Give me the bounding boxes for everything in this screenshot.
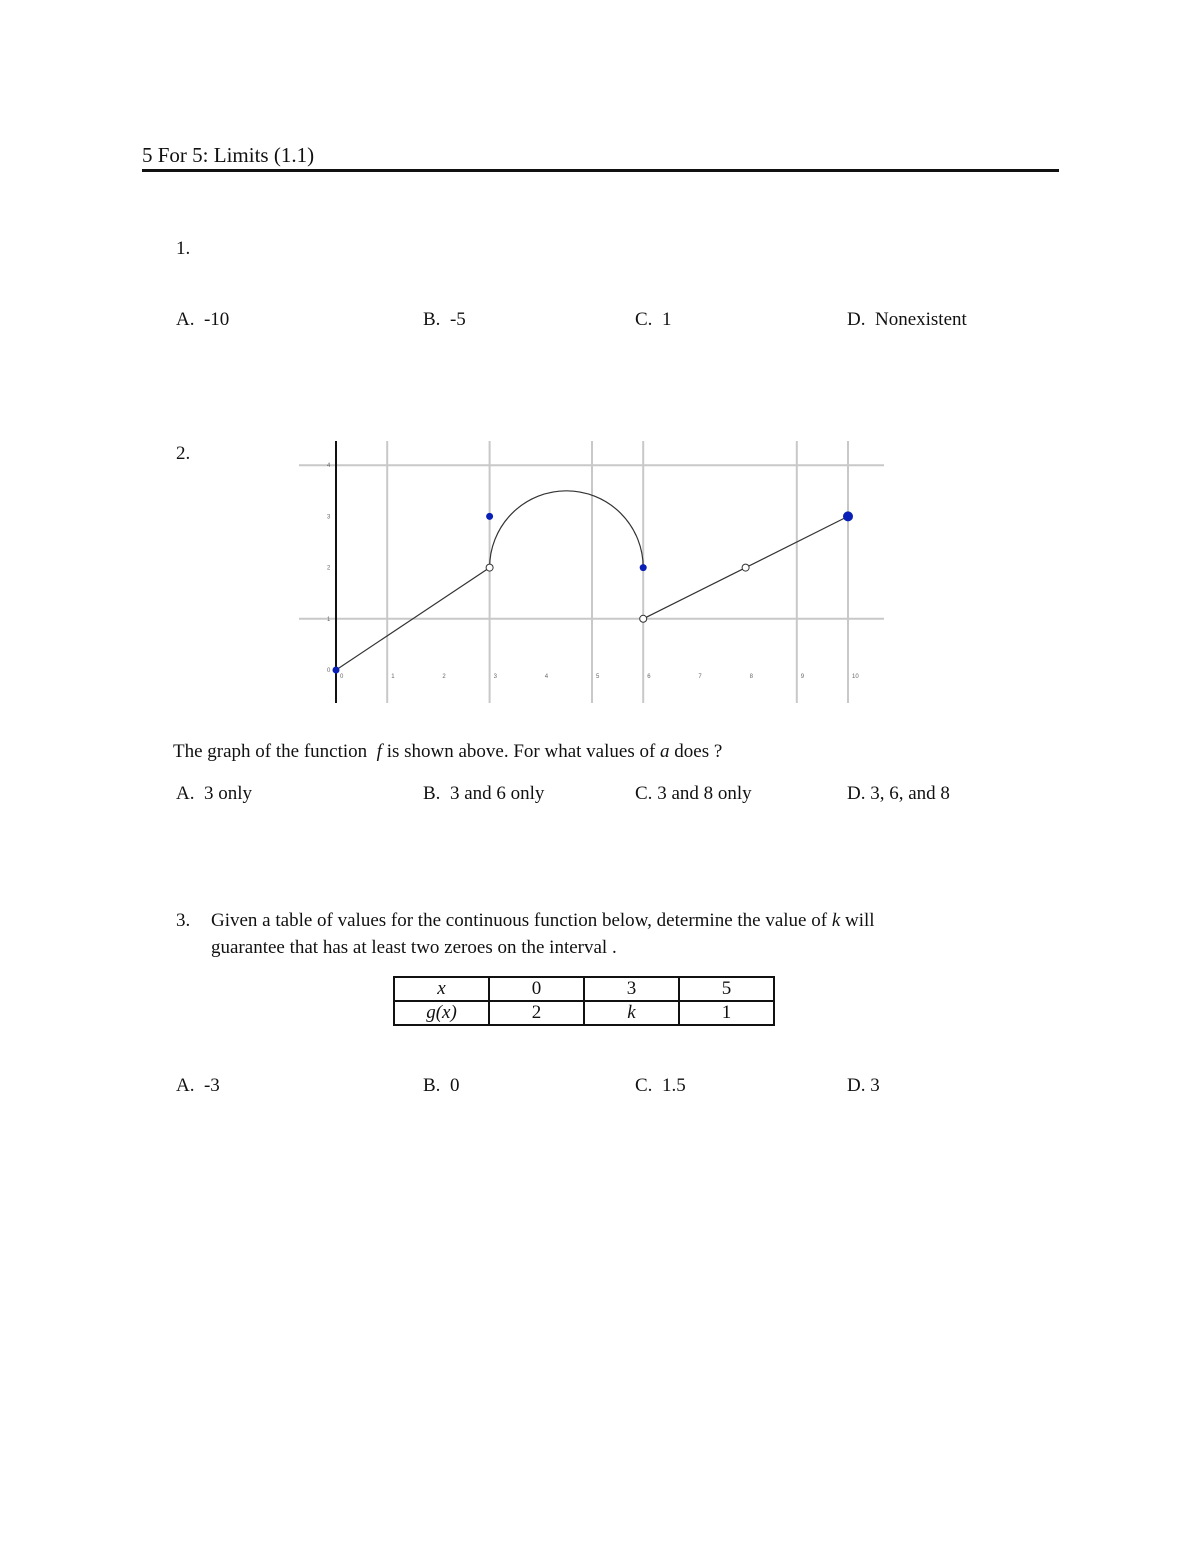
y-tick-label: 1: [327, 616, 331, 623]
choice-letter: B.: [423, 309, 441, 330]
choice-letter: C.: [635, 783, 653, 804]
table-cell: g(x): [394, 1001, 489, 1025]
choice-text: 1.5: [661, 1075, 686, 1096]
choice-text: -5: [449, 309, 466, 330]
choice-text: 1: [661, 309, 672, 330]
filled-point: [843, 511, 853, 521]
table-cell: 2: [489, 1001, 584, 1025]
choice-text: 0: [449, 1075, 460, 1096]
q3-choice-a[interactable]: [176, 1075, 220, 1097]
q2-number: 2.: [176, 443, 191, 464]
q1-number: 1.: [176, 238, 191, 259]
table-cell: x: [394, 977, 489, 1001]
choice-text: 3: [870, 1075, 880, 1096]
choice-letter: D.: [847, 1075, 866, 1096]
x-tick-label: 10: [852, 674, 859, 680]
prompt-text: is shown above. For what values of: [386, 741, 656, 762]
table-cell: k: [584, 1001, 679, 1025]
page-title: 5 For 5: Limits (1.1): [142, 143, 315, 167]
prompt-text: will: [845, 910, 875, 931]
q3-number: 3.: [176, 910, 191, 931]
prompt-variable: k: [831, 910, 841, 931]
y-tick-label: 0: [327, 668, 331, 674]
x-tick-label: 2: [442, 674, 446, 680]
choice-letter: D.: [847, 309, 866, 330]
q3-choice-b[interactable]: [423, 1075, 459, 1097]
x-tick-label: 9: [800, 674, 805, 680]
x-tick-label: 7: [698, 674, 702, 680]
choice-text: 3 only: [203, 783, 253, 804]
y-tick-label: 3: [327, 514, 331, 521]
table-row: [394, 977, 774, 1001]
table-cell: 5: [679, 977, 774, 1001]
open-point: [742, 564, 749, 571]
prompt-variable: a: [660, 741, 670, 762]
q2-choice-c[interactable]: [635, 783, 752, 805]
choice-letter: A.: [176, 1075, 195, 1096]
y-tick-label: 2: [327, 565, 331, 572]
x-tick-label: 1: [391, 674, 395, 680]
choice-letter: B.: [423, 1075, 441, 1096]
prompt-function-name: f: [376, 741, 382, 762]
x-tick-label: 4: [544, 674, 549, 680]
x-tick-label: 0: [340, 674, 344, 680]
q3-choice-d[interactable]: [847, 1075, 880, 1097]
q2-choice-b[interactable]: [423, 783, 544, 805]
q2-choice-d[interactable]: [847, 783, 950, 805]
choice-letter: A.: [176, 309, 195, 330]
table-cell: 0: [489, 977, 584, 1001]
choice-text: 3, 6, and 8: [870, 783, 950, 804]
choice-letter: C.: [635, 309, 653, 330]
prompt-text: does ?: [674, 741, 723, 762]
prompt-text: Given a table of values for the continuous function below, determine the value of: [211, 910, 828, 931]
q3-choice-c[interactable]: [635, 1075, 686, 1097]
choice-letter: A.: [176, 783, 195, 804]
y-tick-label: 4: [327, 463, 331, 470]
choice-text: -10: [203, 309, 230, 330]
table-cell: 1: [679, 1001, 774, 1025]
prompt-text: The graph of the function: [173, 741, 368, 762]
table-row: [394, 1001, 774, 1025]
values-table: [393, 976, 775, 1026]
open-point: [640, 615, 647, 622]
filled-point: [333, 667, 340, 674]
choice-text: 3 and 6 only: [449, 783, 545, 804]
choice-text: Nonexistent: [874, 309, 967, 330]
q3-prompt-line1: [211, 910, 875, 932]
q3-prompt-line2: guarantee that has at least two zeroes on the interval .: [211, 937, 617, 958]
graph-arc-segment: [490, 491, 644, 568]
graph-grid: [299, 441, 884, 703]
table-cell: 3: [584, 977, 679, 1001]
choice-letter: B.: [423, 783, 441, 804]
x-tick-label: 6: [647, 674, 651, 680]
x-tick-label: 8: [749, 674, 753, 680]
x-tick-label: 5: [596, 674, 600, 680]
open-point: [486, 564, 493, 571]
choice-letter: C.: [635, 1075, 653, 1096]
choice-letter: D.: [847, 783, 866, 804]
choice-text: -3: [203, 1075, 220, 1096]
filled-point: [640, 564, 647, 571]
x-tick-label: 3: [493, 674, 497, 680]
choice-text: 3 and 8 only: [657, 783, 752, 804]
q2-prompt: [173, 741, 722, 763]
filled-point: [486, 513, 493, 520]
q2-choice-a[interactable]: [176, 783, 252, 805]
